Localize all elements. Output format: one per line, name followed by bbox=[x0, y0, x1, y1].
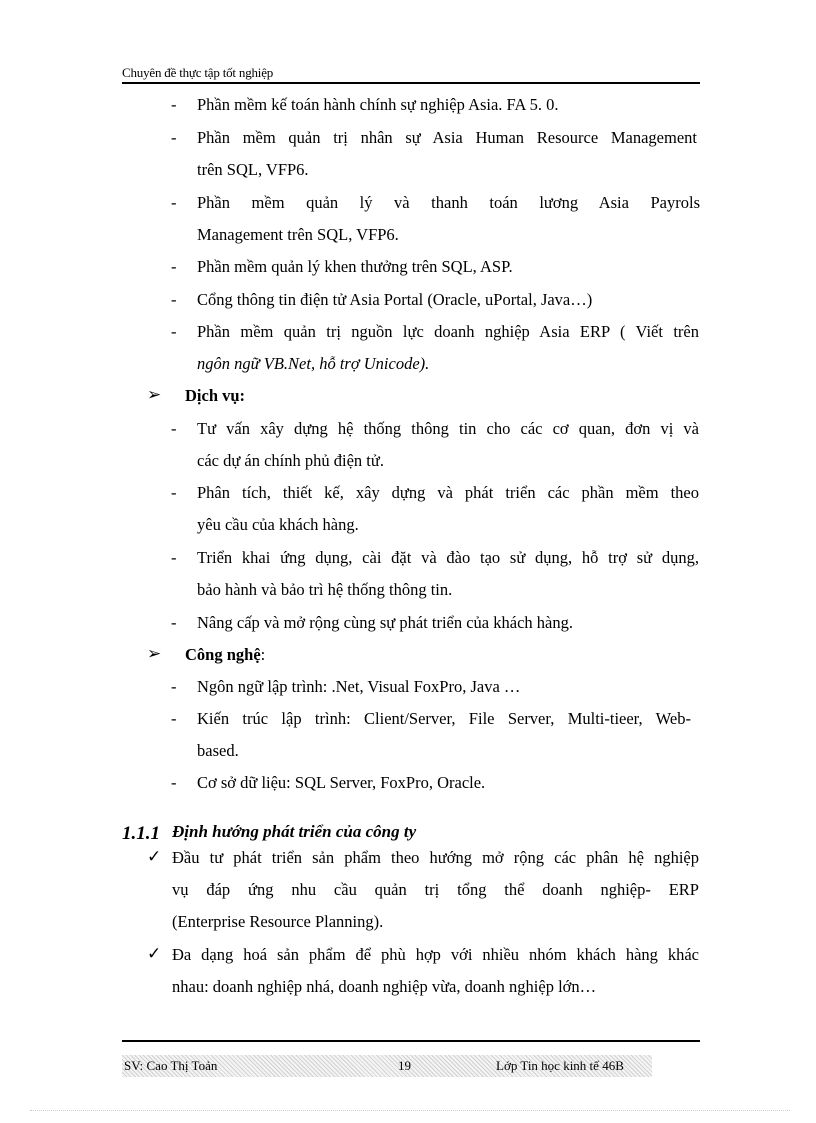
product-item-5: Cổng thông tin điện tử Asia Portal (Oracle, uPortal, Java…) bbox=[197, 290, 593, 309]
tech-item-3: Cơ sở dữ liệu: SQL Server, FoxPro, Oracle. bbox=[197, 773, 486, 792]
service-item-4: Nâng cấp và mở rộng cùng sự phát triển của khách hàng. bbox=[197, 613, 573, 632]
footer-student: SV: Cao Thị Toản bbox=[124, 1058, 218, 1073]
direction-point-1-line1: Đầu tư phát triển sản phẩm theo hướng mở rộng các phân hệ nghiệp bbox=[172, 848, 699, 867]
bullet-dash: - bbox=[171, 290, 177, 309]
direction-point-2-line1: Đa dạng hoá sản phẩm để phù hợp với nhiều nhóm khách hàng khác bbox=[172, 945, 699, 964]
bullet-dash: - bbox=[171, 322, 177, 341]
service-item-1-line1: Tư vấn xây dựng hệ thống thông tin cho các cơ quan, đơn vị và bbox=[197, 419, 699, 438]
product-item-2-line2: trên SQL, VFP6. bbox=[197, 160, 309, 179]
arrow-bullet-icon: ➢ bbox=[147, 385, 162, 405]
product-item-2-line1: Phần mềm quản trị nhân sự Asia Human Resource Management bbox=[197, 128, 697, 147]
bullet-dash: - bbox=[171, 95, 177, 114]
product-item-1: Phần mềm kế toán hành chính sự nghiệp Asia. FA 5. 0. bbox=[197, 95, 559, 114]
bullet-dash: - bbox=[171, 709, 177, 728]
bullet-dash: - bbox=[171, 419, 177, 438]
footer-page-number: 19 bbox=[398, 1058, 411, 1073]
section-number: 1.1.1 bbox=[122, 823, 160, 844]
product-item-3-line2: Management trên SQL, VFP6. bbox=[197, 225, 399, 244]
tech-item-1: Ngôn ngữ lập trình: .Net, Visual FoxPro, Java … bbox=[197, 677, 521, 696]
service-item-2-line1: Phân tích, thiết kế, xây dựng và phát triển các phần mềm theo bbox=[197, 483, 699, 502]
bullet-dash: - bbox=[171, 613, 177, 632]
header-rule bbox=[122, 82, 700, 84]
product-item-3-line1: Phần mềm quản lý và thanh toán lương Asia Payrols bbox=[197, 193, 700, 212]
header-title: Chuyên đề thực tập tốt nghiệp bbox=[122, 65, 274, 80]
product-item-4: Phần mềm quản lý khen thưởng trên SQL, ASP. bbox=[197, 257, 513, 276]
service-item-2-line2: yêu cầu của khách hàng. bbox=[197, 515, 359, 534]
bullet-dash: - bbox=[171, 773, 177, 792]
bullet-dash: - bbox=[171, 128, 177, 147]
direction-point-1-line2: vụ đáp ứng nhu cầu quản trị tổng thể doanh nghiệp- ERP bbox=[172, 880, 699, 899]
section-title: Định hướng phát triển của công ty bbox=[172, 822, 417, 841]
bullet-dash: - bbox=[171, 548, 177, 567]
direction-point-2-line2: nhau: doanh nghiệp nhá, doanh nghiệp vừa, doanh nghiệp lớn… bbox=[172, 977, 597, 996]
bullet-dash: - bbox=[171, 193, 177, 212]
tech-item-2-line1: Kiến trúc lập trình: Client/Server, File Server, Multi-tieer, Web- bbox=[197, 709, 691, 728]
service-item-1-line2: các dự án chính phủ điện tử. bbox=[197, 451, 384, 470]
technology-heading-wrap bbox=[185, 645, 265, 665]
page-edge-dots bbox=[30, 1110, 790, 1111]
footer-class: Lớp Tin học kinh tế 46B bbox=[496, 1058, 624, 1073]
technology-heading-colon: : bbox=[260, 645, 266, 664]
check-icon: ✓ bbox=[147, 944, 162, 964]
arrow-bullet-icon: ➢ bbox=[147, 644, 162, 664]
tech-item-2-line2: based. bbox=[197, 741, 239, 760]
product-item-6-line2: ngôn ngữ VB.Net, hỗ trợ Unicode). bbox=[197, 354, 430, 373]
check-icon: ✓ bbox=[147, 847, 162, 867]
direction-point-1-line3: (Enterprise Resource Planning). bbox=[172, 912, 384, 931]
service-item-3-line2: bảo hành và bảo trì hệ thống thông tin. bbox=[197, 580, 453, 599]
bullet-dash: - bbox=[171, 677, 177, 696]
footer-rule bbox=[122, 1040, 700, 1042]
bullet-dash: - bbox=[171, 257, 177, 276]
bullet-dash: - bbox=[171, 483, 177, 502]
service-item-3-line1: Triển khai ứng dụng, cài đặt và đào tạo sử dụng, hỗ trợ sử dụng, bbox=[197, 548, 699, 567]
product-item-6-line1: Phần mềm quản trị nguồn lực doanh nghiệp Asia ERP ( Viết trên bbox=[197, 322, 699, 341]
technology-heading: Công nghệ bbox=[185, 645, 261, 664]
services-heading: Dịch vụ: bbox=[185, 386, 246, 405]
